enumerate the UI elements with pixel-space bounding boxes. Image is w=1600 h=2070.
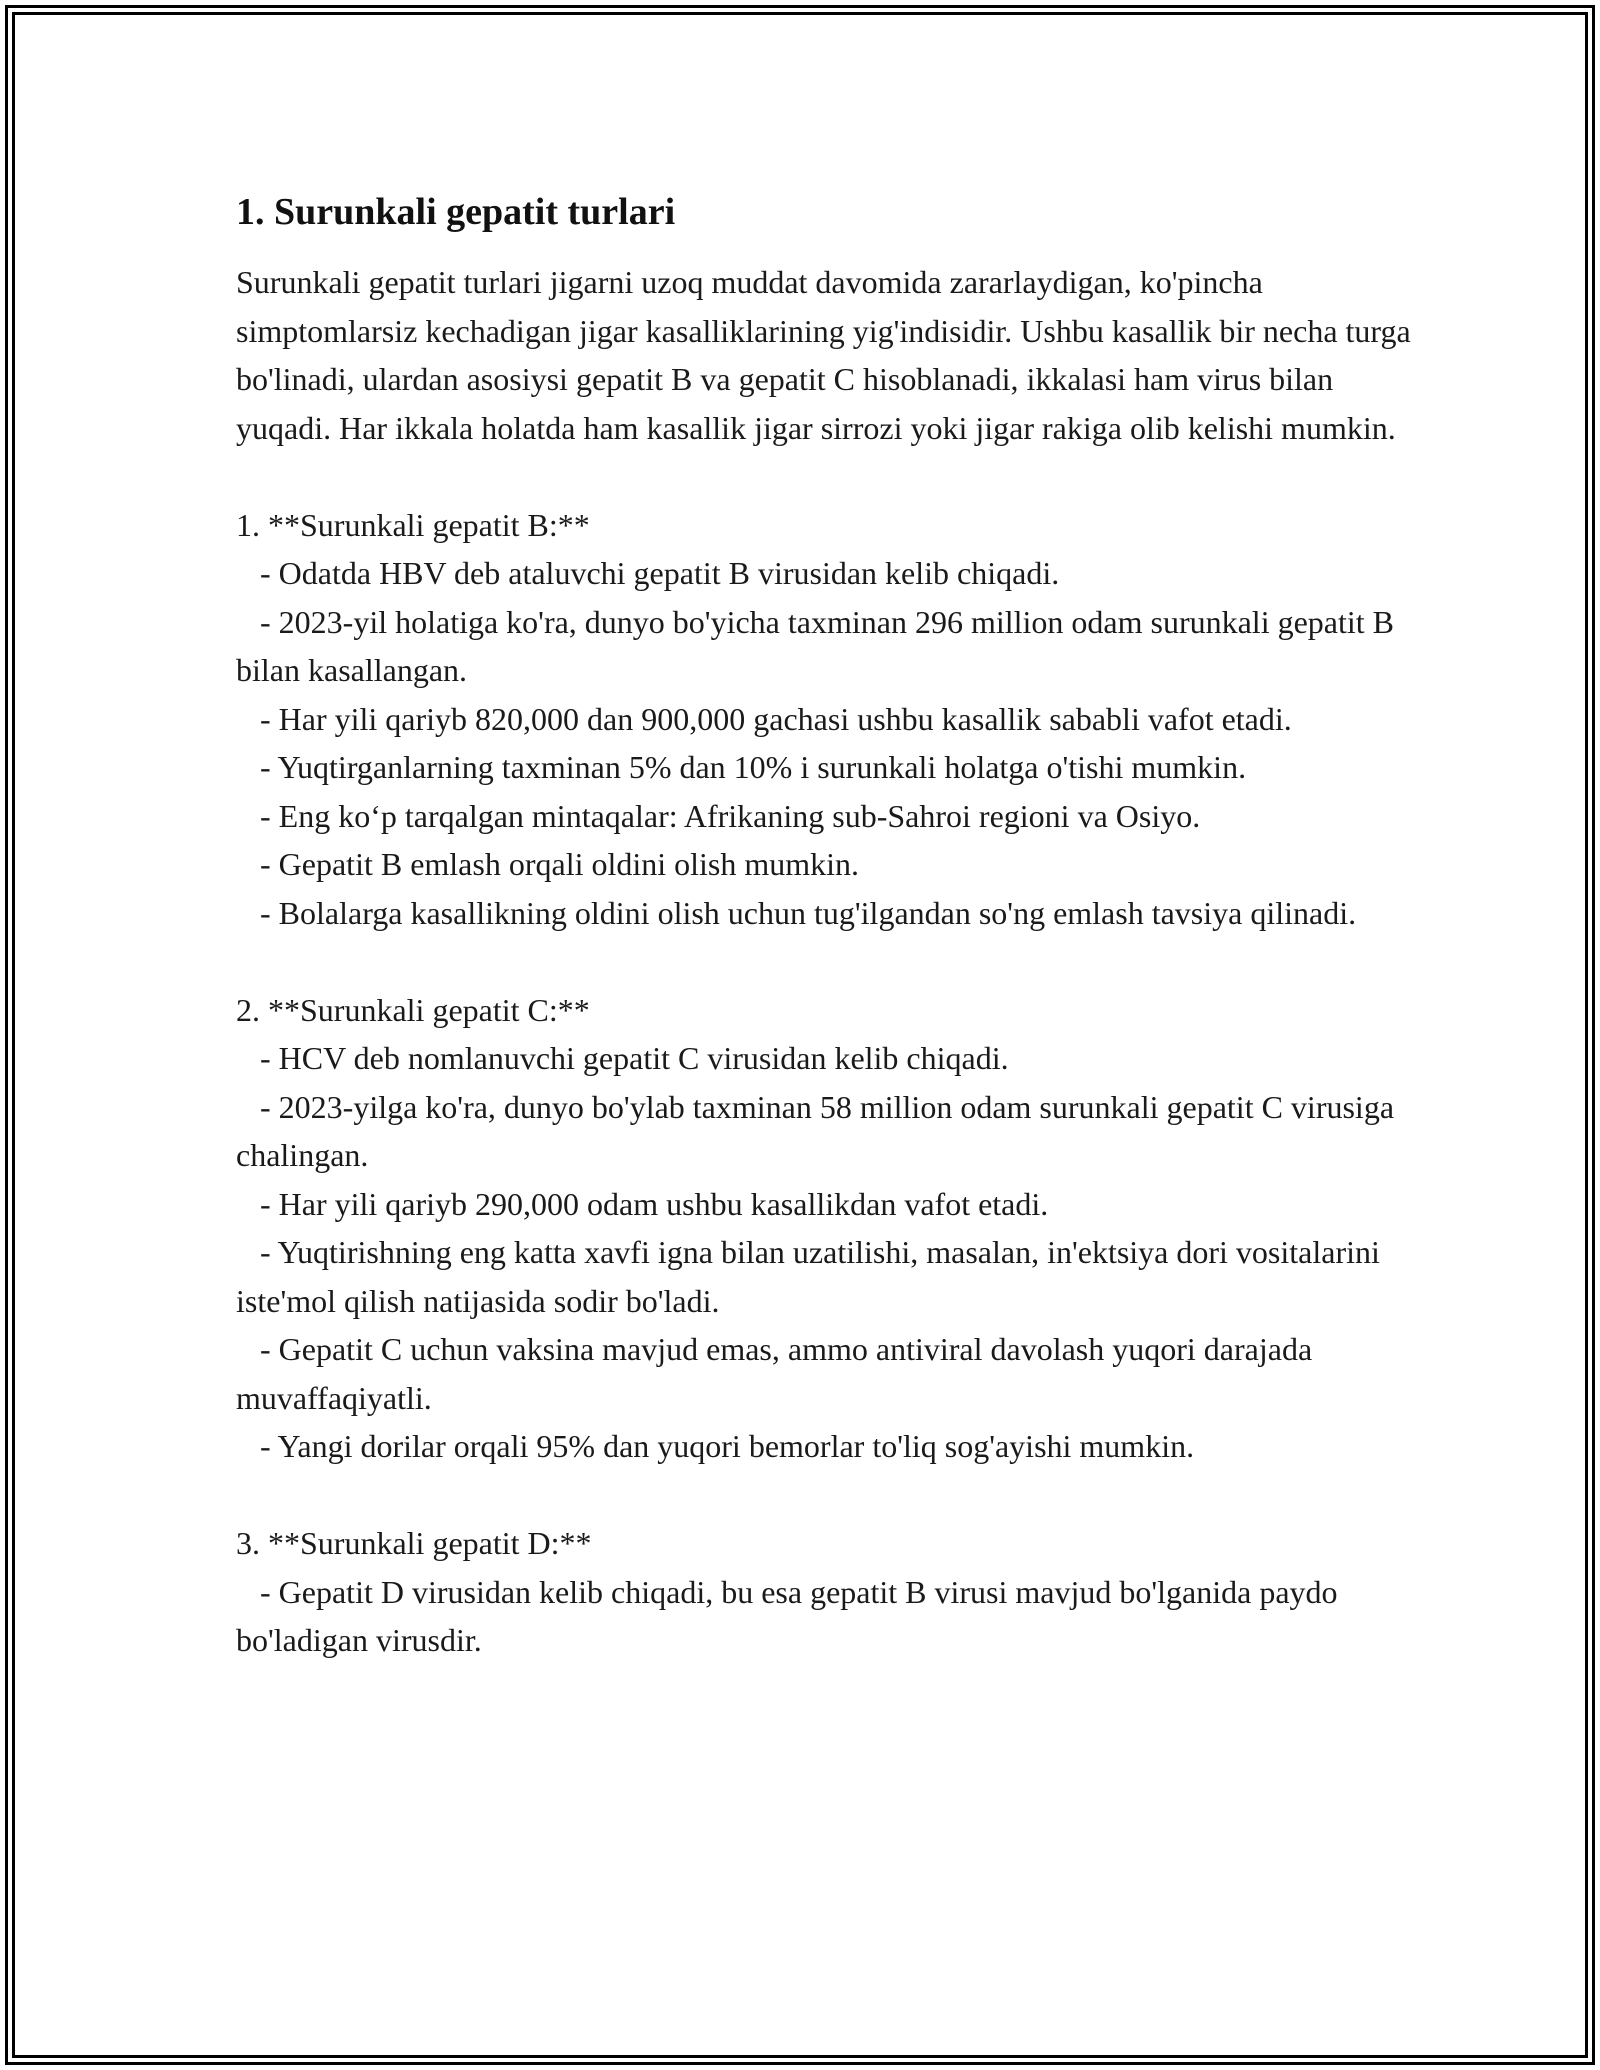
list-item: - Yangi dorilar orqali 95% dan yuqori bemorlar to'liq sog'ayishi mumkin. xyxy=(260,1428,1195,1464)
document-page xyxy=(236,188,1416,1665)
list-item: - 2023-yilga ko'ra, dunyo bo'ylab taxminan 58 million odam surunkali gepatit C virusiga chalingan. xyxy=(236,1088,1395,1173)
section-hepatitis-d xyxy=(236,1519,1416,1665)
list-item: - Gepatit D virusidan kelib chiqadi, bu esa gepatit B virusi mavjud bo'lganida paydo bo'ladigan virusdir. xyxy=(236,1573,1338,1658)
section-title: 3. **Surunkali gepatit D:** xyxy=(236,1525,592,1561)
intro-paragraph: Surunkali gepatit turlari jigarni uzoq muddat davomida zararlaydigan, ko'pincha simptomlarsiz kechadigan jigar kasalliklarining yig'indisidir. Ushbu kasallik bir necha turga bo'linadi, ulardan asosiysi gepatit B va gepatit C hisoblanadi, ikkalasi ham virus bilan yuqadi. Har ikkala holatda ham kasallik jigar sirrozi yoki jigar rakiga olib kelishi mumkin. xyxy=(236,264,1411,446)
list-item: - Har yili qariyb 290,000 odam ushbu kasallikdan vafot etadi. xyxy=(260,1185,1049,1222)
section-heading: 1. Surunkali gepatit turlari xyxy=(236,191,676,233)
list-item: - Eng koʻp tarqalgan mintaqalar: Afrikaning sub-Sahroi regioni va Osiyo. xyxy=(260,797,1201,834)
list-item: - 2023-yil holatiga ko'ra, dunyo bo'yicha taxminan 296 million odam surunkali gepatit B bilan kasallangan. xyxy=(236,603,1394,688)
list-item: - Gepatit B emlash orqali oldini olish mumkin. xyxy=(260,846,860,882)
list-item: - Har yili qariyb 820,000 dan 900,000 gachasi ushbu kasallik sababli vafot etadi. xyxy=(260,700,1292,737)
list-item: - Yuqtirishning eng katta xavfi igna bilan uzatilishi, masalan, in'ektsiya dori vositalarini iste'mol qilish natijasida sodir bo'ladi. xyxy=(236,1234,1380,1319)
list-item: - Odatda HBV deb ataluvchi gepatit B virusidan kelib chiqadi. xyxy=(260,555,1060,591)
list-item: - HCV deb nomlanuvchi gepatit C virusidan kelib chiqadi. xyxy=(260,1040,1009,1076)
list-item: - Bolalarga kasallikning oldini olish uchun tug'ilgandan so'ng emlash tavsiya qilinadi. xyxy=(260,894,1357,931)
section-title: 1. **Surunkali gepatit B:** xyxy=(236,506,590,543)
section-hepatitis-c xyxy=(236,986,1416,1471)
section-title: 2. **Surunkali gepatit C:** xyxy=(236,991,590,1028)
list-item: - Yuqtirganlarning taxminan 5% dan 10% i surunkali holatga o'tishi mumkin. xyxy=(260,749,1247,785)
list-item: - Gepatit C uchun vaksina mavjud emas, ammo antiviral davolash yuqori darajada muvaffaqiyatli. xyxy=(236,1331,1313,1416)
section-hepatitis-b xyxy=(236,501,1416,938)
